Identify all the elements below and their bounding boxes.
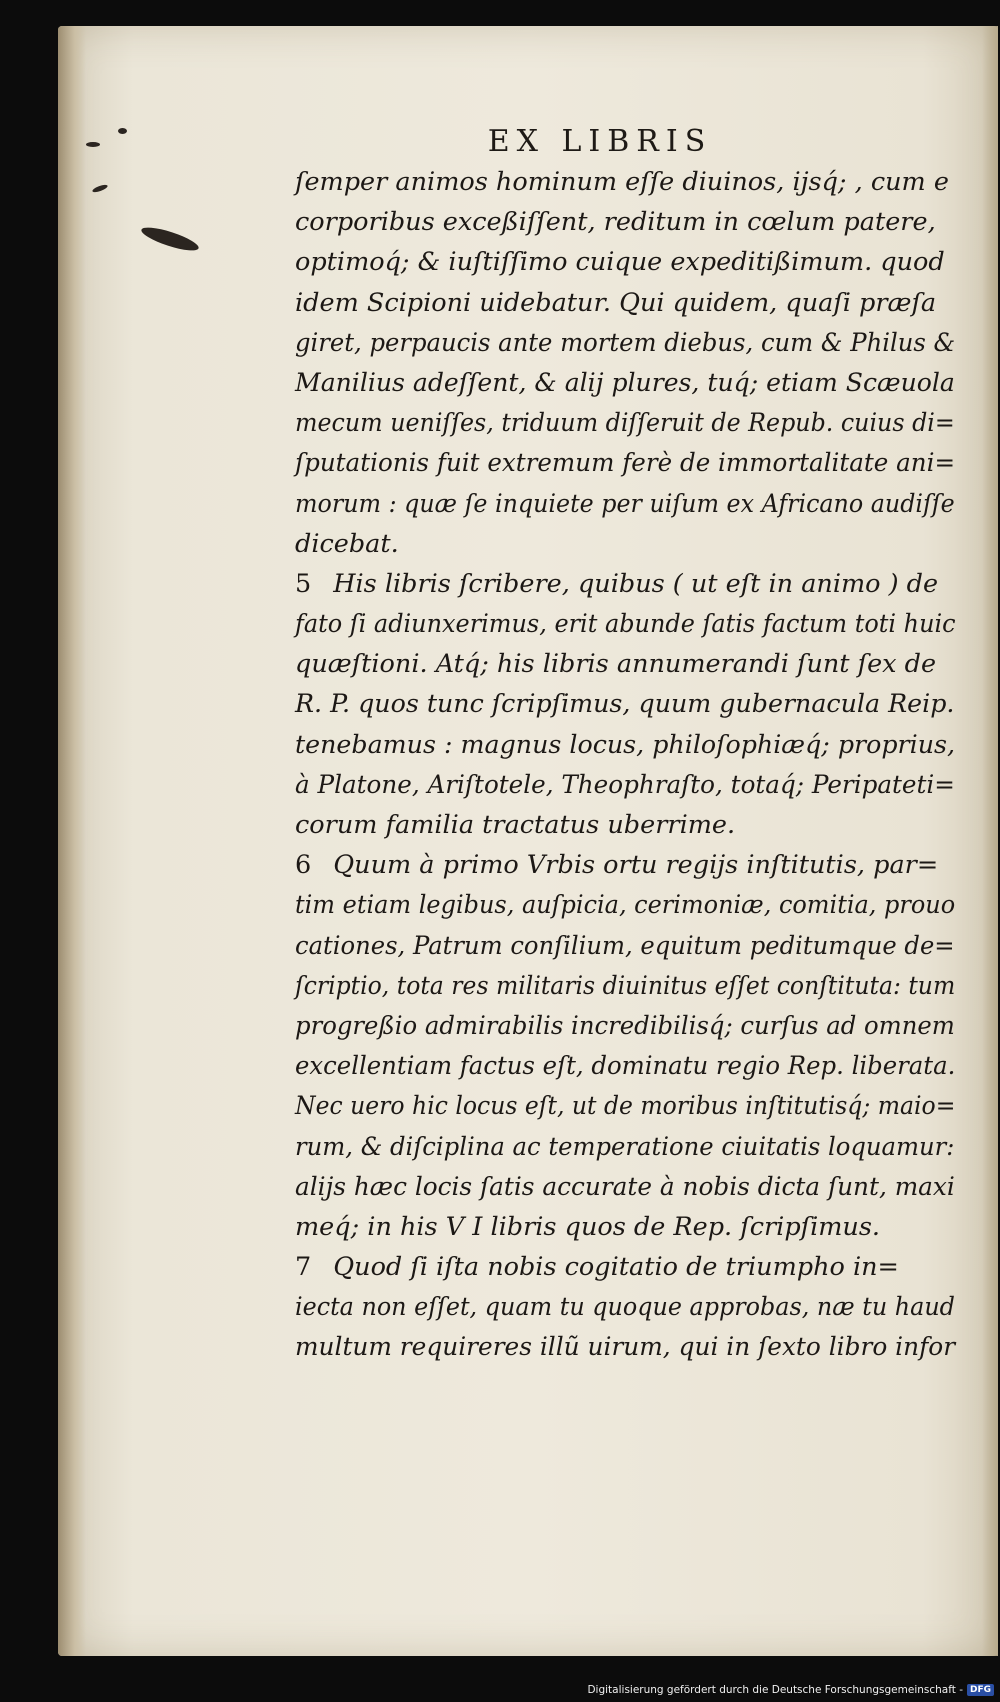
text-line: meq́; in his V I libris quos de Rep. ſcripſimus.: [295, 1211, 881, 1242]
digitization-credit: [587, 1684, 994, 1696]
text-line: idem Scipioni uidebatur. Qui quidem, quaſi præſa: [295, 287, 937, 318]
text-line: corum familia tractatus uberrime.: [295, 810, 736, 840]
text-line: quæſtioni. Atq́; his libris annumerandi ſunt ſex de: [295, 649, 937, 680]
text-line: ſcriptio, tota res militaris diuinitus eſſet conſtituta: tum: [295, 970, 956, 1001]
text-line: 5 His libris ſcribere, quibus ( ut eſt in animo ) de: [295, 568, 939, 599]
section-number: 7: [295, 1252, 312, 1283]
text-line: morum : quæ ſe inquiete per uiſum ex Africano audiſſe: [295, 488, 955, 519]
body-text: [295, 162, 955, 1368]
text-line: rum, & diſciplina ac temperatione ciuitatis loquamur:: [295, 1131, 955, 1162]
section-number: 6: [295, 850, 312, 881]
text-line: mecum ueniſſes, triduum diſſeruit de Repub. cuius di=: [295, 408, 955, 439]
text-line: R. P. quos tunc ſcripſimus, quum gubernacula Reip.: [295, 689, 955, 720]
text-line: ſemper animos hominum eſſe diuinos, ijsq́; , cum e: [295, 167, 949, 197]
text-line: 6 Quum à primo Vrbis ortu regijs inſtitutis, par=: [295, 850, 939, 881]
text-line: ſputationis fuit extremum ferè de immortalitate ani=: [295, 448, 956, 479]
text-line: iecta non eſſet, quam tu quoque approbas, næ tu haud: [295, 1292, 955, 1323]
text-line: cationes, Patrum conſilium, equitum peditumque de=: [295, 930, 955, 961]
text-line: progreßio admirabilis incredibilisq́; curſus ad omnem: [295, 1010, 955, 1041]
text-line: tim etiam legibus, auſpicia, cerimoniæ, comitia, prouo: [295, 890, 956, 921]
text-line: multum requireres illũ uirum, qui in ſexto libro infor: [295, 1332, 956, 1363]
credit-text: Digitalisierung gefördert durch die Deutsche Forschungsgemeinschaft -: [587, 1684, 963, 1696]
dfg-logo: DFG: [967, 1684, 994, 1696]
text-line: dicebat.: [295, 528, 399, 559]
ink-mark: [118, 128, 127, 134]
text-line: giret, perpaucis ante mortem diebus, cum & Philus &: [295, 327, 956, 358]
text-line: optimoq́; & iuſtiſſimo cuique expeditißimum. quod: [295, 247, 945, 278]
text-line: alijs hæc locis ſatis accurate à nobis dicta ſunt, maxi: [295, 1171, 955, 1202]
text-line: excellentiam factus eſt, dominatu regio Rep. liberata.: [295, 1051, 956, 1082]
text-line: tenebamus : magnus locus, philoſophiæq́; proprius,: [295, 729, 956, 760]
text-line: corporibus exceßiſſent, reditum in cœlum patere,: [295, 207, 936, 238]
text-line: 7 Quod ſi iſta nobis cogitatio de triumpho in=: [295, 1252, 899, 1283]
page-edge: [982, 26, 998, 1656]
text-line: Nec uero hic locus eſt, ut de moribus inſtitutisq́; maio=: [295, 1091, 956, 1122]
text-line: fato ſi adiunxerimus, erit abunde ſatis factum toti huic: [295, 609, 956, 640]
section-number: 5: [295, 568, 312, 599]
text-line: à Platone, Ariſtotele, Theophraſto, totaq́; Peripateti=: [295, 769, 955, 800]
text-line: Manilius adeſſent, & alij plures, tuq́; etiam Scæuola: [295, 367, 955, 398]
ink-mark: [86, 142, 100, 147]
page-gutter: [58, 26, 86, 1656]
running-header: EX LIBRIS: [487, 124, 713, 159]
